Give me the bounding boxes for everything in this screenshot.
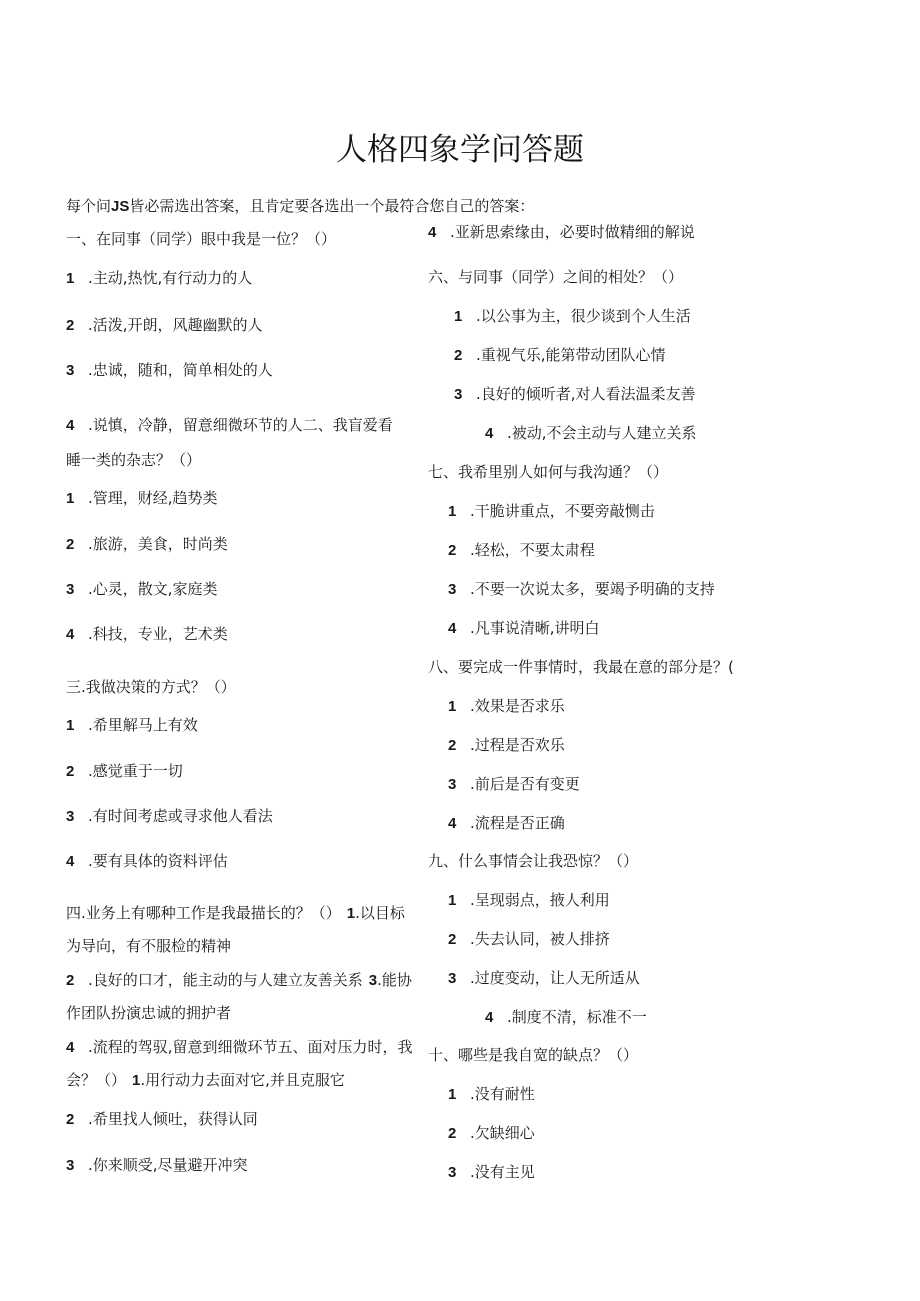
option-number: 3	[66, 1157, 75, 1174]
left-line	[66, 451, 201, 469]
option-number: 4	[66, 1039, 75, 1056]
option-number: 2	[66, 317, 75, 334]
right-line	[485, 1008, 647, 1027]
line-text: .科技，专业，艺术类	[88, 625, 228, 643]
line-text: .干脆讲重点，不要旁敲恻击	[470, 502, 655, 520]
left-line	[66, 230, 336, 248]
option-number: 2	[448, 542, 457, 559]
line-text: .感觉重于一切	[88, 762, 183, 780]
line-text: .过程是否欢乐	[470, 736, 565, 754]
line-text: .心灵，散文,家庭类	[88, 580, 218, 598]
left-line	[66, 269, 252, 288]
right-line	[448, 1163, 535, 1182]
line-text: .不要一次说太多，要竭予明确的支持	[470, 580, 715, 598]
right-line	[448, 502, 655, 521]
line-text: .要有具体的资料评估	[88, 852, 228, 870]
option-number: 1	[66, 490, 75, 507]
right-line	[448, 814, 565, 833]
line-text: .没有主见	[470, 1163, 535, 1181]
option-number: 2	[448, 931, 457, 948]
left-line	[66, 361, 273, 380]
line-text: 四.业务上有哪种工作是我最描长的？（）	[66, 904, 341, 922]
left-line	[66, 316, 263, 335]
left-line	[66, 971, 412, 990]
left-line	[66, 904, 405, 923]
left-line	[66, 716, 198, 735]
left-line	[66, 1071, 345, 1090]
option-number: 1	[448, 1086, 457, 1103]
left-line	[66, 535, 228, 554]
line-text: .忠诚，随和，简单相处的人	[88, 361, 273, 379]
line-text: .效果是否求乐	[470, 697, 565, 715]
option-number: 1	[448, 892, 457, 909]
line-text: 作团队扮演忠诚的拥护者	[66, 1004, 232, 1022]
option-number: 2	[448, 1125, 457, 1142]
line-text: 一、在同事（同学）眼中我是一位？（）	[66, 230, 337, 248]
left-line	[66, 580, 218, 599]
left-line	[66, 937, 231, 955]
right-line	[448, 891, 610, 910]
line-text: .良好的倾听者,对人看法温柔友善	[476, 385, 696, 403]
line-text: .凡事说清晰,讲明白	[470, 619, 600, 637]
right-line	[448, 930, 610, 949]
option-number: 3	[66, 808, 75, 825]
right-line	[448, 1124, 535, 1143]
line-text: .希里解马上有效	[88, 716, 198, 734]
right-line	[454, 385, 696, 404]
line-text: .呈现弱点，掖人利用	[470, 891, 610, 909]
left-line	[66, 1004, 231, 1022]
left-line	[66, 1038, 413, 1057]
line-text: .以目标	[355, 904, 405, 922]
left-line	[66, 852, 228, 871]
option-number: 4	[66, 626, 75, 643]
page-title: 人格四象学问答题	[336, 132, 584, 168]
option-number: 2	[66, 536, 75, 553]
line-text: .你来顺受,尽量避开冲突	[88, 1156, 248, 1174]
right-line	[448, 736, 565, 755]
left-line	[66, 1156, 248, 1175]
line-text: .用行动力去面对它,并且克服它	[140, 1071, 345, 1089]
option-number: 3	[448, 970, 457, 987]
option-number: 2	[448, 737, 457, 754]
right-line	[428, 463, 668, 481]
right-line	[485, 424, 697, 443]
line-text: .说慎，冷静，留意细微环节的人二、我盲爱看	[88, 416, 393, 434]
option-number: 3	[66, 362, 75, 379]
left-line	[66, 416, 393, 435]
line-text: 会？（）	[66, 1071, 127, 1089]
right-line	[454, 346, 666, 365]
option-number: 3	[66, 581, 75, 598]
line-text: .良好的口才，能主动的与人建立友善关系	[88, 971, 363, 989]
line-text: .管理，财经,趋势类	[88, 489, 218, 507]
line-text: .轻松，不要太肃程	[470, 541, 595, 559]
line-text: .亚新思索缘由，必要时做精细的解说	[450, 223, 695, 241]
right-line	[448, 775, 580, 794]
line-text: .以公事为主，很少谈到个人生活	[476, 307, 691, 325]
option-number: 2	[454, 347, 463, 364]
line-text: .失去认同，被人排挤	[470, 930, 610, 948]
intro-suffix: 皆必需选出答案，且肯定要各选出一个最符合您自己的答案：	[129, 197, 535, 215]
option-number: 4	[428, 224, 437, 241]
right-line	[428, 268, 683, 286]
intro-bold: JS	[111, 198, 130, 215]
right-line	[428, 223, 695, 242]
option-number: 1	[454, 308, 463, 325]
line-text: .流程是否正确	[470, 814, 565, 832]
right-line	[448, 541, 595, 560]
left-line	[66, 678, 236, 696]
option-number: 1	[448, 503, 457, 520]
left-line	[66, 489, 218, 508]
line-text: .主动,热忱,有行动力的人	[88, 269, 253, 287]
line-text: 为导向，有不服检的精神	[66, 937, 232, 955]
line-text: .过度变动，让人无所适从	[470, 969, 640, 987]
option-number: 4	[448, 620, 457, 637]
line-text: .能协	[377, 971, 412, 989]
option-number: 4	[485, 1009, 494, 1026]
option-number: 1	[66, 717, 75, 734]
option-number: 1	[132, 1072, 141, 1089]
line-text: .活泼,开朗，风趣幽默的人	[88, 316, 263, 334]
line-text: .欠缺细心	[470, 1124, 535, 1142]
option-number: 3	[448, 776, 457, 793]
right-line	[448, 969, 640, 988]
line-text: .旅游，美食，时尚类	[88, 535, 228, 553]
right-line	[428, 658, 734, 676]
option-number: 4	[66, 853, 75, 870]
line-text: 十、哪些是我自宽的缺点？（）	[428, 1046, 639, 1064]
line-text: 睡一类的杂志？（）	[66, 451, 202, 469]
line-text: .重视气乐,能第带动团队心情	[476, 346, 666, 364]
option-number: 2	[66, 972, 75, 989]
option-number: 1	[448, 698, 457, 715]
right-line	[428, 852, 638, 870]
line-text: .被动,不会主动与人建立关系	[507, 424, 697, 442]
intro-text	[66, 197, 534, 216]
option-number: 3	[448, 581, 457, 598]
line-text: 七、我希里别人如何与我沟通？（）	[428, 463, 669, 481]
line-text: 六、与同事（同学）之间的相处？（）	[428, 268, 684, 286]
left-line	[66, 762, 183, 781]
line-text: .制度不清，标准不一	[507, 1008, 647, 1026]
left-line	[66, 807, 273, 826]
option-number: 4	[448, 815, 457, 832]
line-text: 三.我做决策的方式？（）	[66, 678, 236, 696]
right-line	[448, 580, 715, 599]
option-number: 3	[368, 972, 378, 989]
option-number: 4	[66, 417, 75, 434]
line-text: .希里找人倾吐，获得认同	[88, 1110, 258, 1128]
right-line	[448, 697, 565, 716]
line-text: .前后是否有变更	[470, 775, 580, 793]
option-number: 4	[485, 425, 494, 442]
option-number: 2	[66, 1111, 75, 1128]
option-number: 1	[66, 270, 75, 287]
line-text: .流程的驾驭,留意到细微环节五、面对压力时，我	[88, 1038, 413, 1056]
option-number: 1	[346, 905, 356, 922]
left-line	[66, 1110, 258, 1129]
right-line	[454, 307, 691, 326]
line-text: 九、什么事情会让我恐惊？（）	[428, 852, 639, 870]
option-number: 3	[448, 1164, 457, 1181]
right-line	[448, 1085, 535, 1104]
right-line	[428, 1046, 638, 1064]
option-number: 2	[66, 763, 75, 780]
line-text: .有时间考虑或寻求他人看法	[88, 807, 273, 825]
line-text: .没有耐性	[470, 1085, 535, 1103]
left-line	[66, 625, 228, 644]
line-text: 八、要完成一件事情时，我最在意的部分是？(	[428, 658, 734, 676]
right-line	[448, 619, 600, 638]
option-number: 3	[454, 386, 463, 403]
intro-prefix: 每个问	[66, 197, 112, 215]
